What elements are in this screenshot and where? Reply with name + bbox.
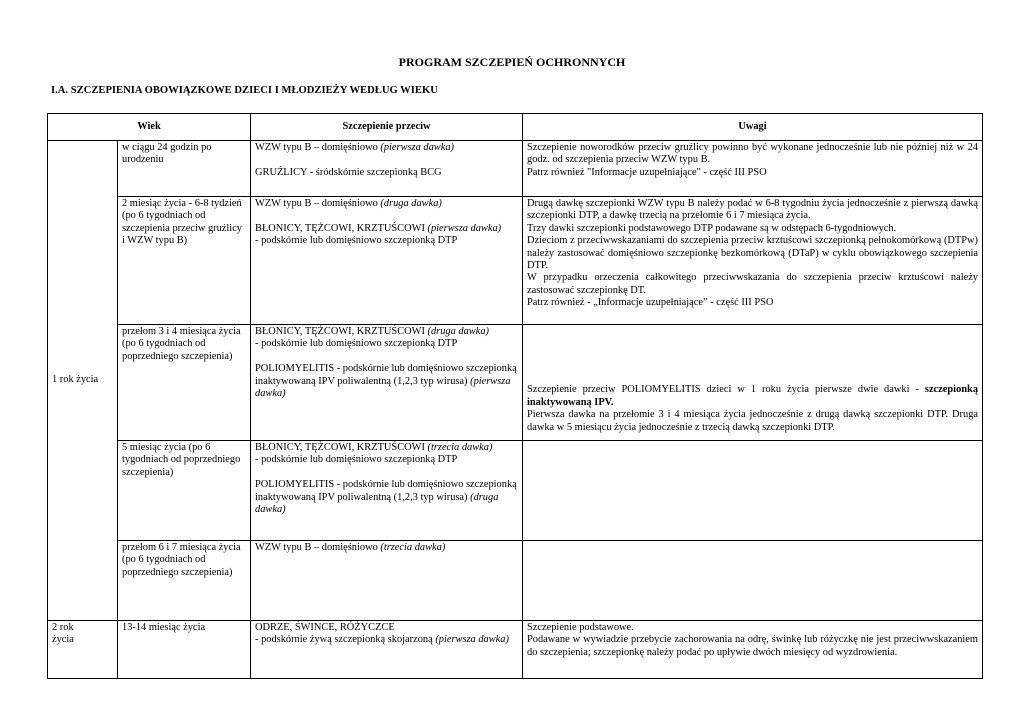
age-cell: 5 miesiąc życia (po 6 tygodniach od poprzedniego szczepienia) <box>118 441 251 541</box>
header-notes: Uwagi <box>523 114 983 141</box>
notes-cell: Szczepienie przeciw POLIOMYELITIS dzieci w 1 roku życia pierwsze dwie dawki - szczepionką inaktywowaną IPV. Pierwsza dawka na przełomie 3 i 4 miesiąca życia jednocześnie z drugą dawką szczepionki DTP. Druga dawka w 5 miesiącu życia jednocześnie z trzecią dawką szczepionki DTP. <box>523 325 983 441</box>
table-row <box>48 141 983 197</box>
age-cell: przełom 6 i 7 miesiąca życia (po 6 tygodniach od poprzedniego szczepienia) <box>118 541 251 621</box>
table-row <box>48 541 983 621</box>
age-cell: 2 miesiąc życia - 6-8 tydzień (po 6 tygodniach od szczepienia przeciw gruźlicy i WZW typu B) <box>118 197 251 325</box>
notes-cell: Drugą dawkę szczepionki WZW typu B należy podać w 6-8 tygodniu życia jednocześnie z pierwszą dawką szczepionki DTP, a dawkę trzecią na przełomie 6 i 7 miesiąca życia. Trzy dawki szczepionki podstawowego DTP podawane są w odstępach 6-tygodniowych. Dzieciom z przeciwwskazaniami do szczepienia przeciw krztuścowi szczepionką pełnokomórkową (DTPw) należy zastosować domięśniowo szczepionkę bezkomórkową (DTaP) w cyklu obowiązkowego szczepienia DTP. W przypadku orzeczenia całkowitego przeciwwskazania do szczepienia przeciw krztuścowi należy zastosować szczepionkę DT. Patrz również - „Informacje uzupełniające” - część III PSO <box>523 197 983 325</box>
age-cell: 13-14 miesiąc życia <box>118 621 251 679</box>
vaccine-cell: BŁONICY, TĘŻCOWI, KRZTUŚCOWI (druga dawka) - podskórnie lub domięśniowo szczepionką DTP POLIOMYELITIS - podskórnie lub domięśniowo szczepionką inaktywowaną IPV poliwalentną (1,2,3 typ wirusa) (pierwsza dawka) <box>251 325 523 441</box>
notes-cell: Szczepienie noworodków przeciw gruźlicy powinno być wykonane jednocześnie lub nie później niż w 24 godz. od szczepienia przeciw WZW typu B. Patrz również "Informacje uzupełniające" - część III PSO <box>523 141 983 197</box>
page-title: PROGRAM SZCZEPIEŃ OCHRONNYCH <box>398 55 626 69</box>
vaccine-cell: WZW typu B – domięśniowo (druga dawka) BŁONICY, TĘŻCOWI, KRZTUŚCOWI (pierwsza dawka) - podskórnie lub domięśniowo szczepionką DTP <box>251 197 523 325</box>
notes-cell <box>523 441 983 541</box>
notes-cell <box>523 541 983 621</box>
table-row <box>48 325 983 441</box>
header-age: Wiek <box>48 114 251 141</box>
vaccine-cell: BŁONICY, TĘŻCOWI, KRZTUŚCOWI (trzecia dawka) - podskórnie lub domięśniowo szczepionką DTP POLIOMYELITIS - podskórnie lub domięśniowo szczepionką inaktywowaną IPV poliwalentną (1,2,3 typ wirusa) (druga dawka) <box>251 441 523 541</box>
table-header-row <box>48 114 983 141</box>
age-group-first-year: 1 rok życia <box>48 141 118 621</box>
vaccination-schedule-table <box>47 113 983 679</box>
table-row <box>48 621 983 679</box>
header-vaccine: Szczepienie przeciw <box>251 114 523 141</box>
section-title: I.A. SZCZEPIENIA OBOWIĄZKOWE DZIECI I MŁODZIEŻY WEDŁUG WIEKU <box>51 85 438 96</box>
vaccine-cell: WZW typu B – domięśniowo (pierwsza dawka) GRUŹLICY - śródskórnie szczepionką BCG <box>251 141 523 197</box>
age-cell: w ciągu 24 godzin po urodzeniu <box>118 141 251 197</box>
vaccine-cell: ODRZE, ŚWINCE, RÓŻYCZCE - podskórnie żywą szczepionką skojarzoną (pierwsza dawka) <box>251 621 523 679</box>
vaccine-cell: WZW typu B – domięśniowo (trzecia dawka) <box>251 541 523 621</box>
age-group-second-year: 2 rok życia <box>48 621 118 679</box>
table-row <box>48 197 983 325</box>
notes-cell: Szczepienie podstawowe. Podawane w wywiadzie przebycie zachorowania na odrę, świnkę lub różyczkę nie jest przeciwwskazaniem do szczepienia; szczepionkę należy podać po upływie dwóch miesięcy od wyzdrowienia. <box>523 621 983 679</box>
table-row <box>48 441 983 541</box>
age-cell: przełom 3 i 4 miesiąca życia (po 6 tygodniach od poprzedniego szczepienia) <box>118 325 251 441</box>
